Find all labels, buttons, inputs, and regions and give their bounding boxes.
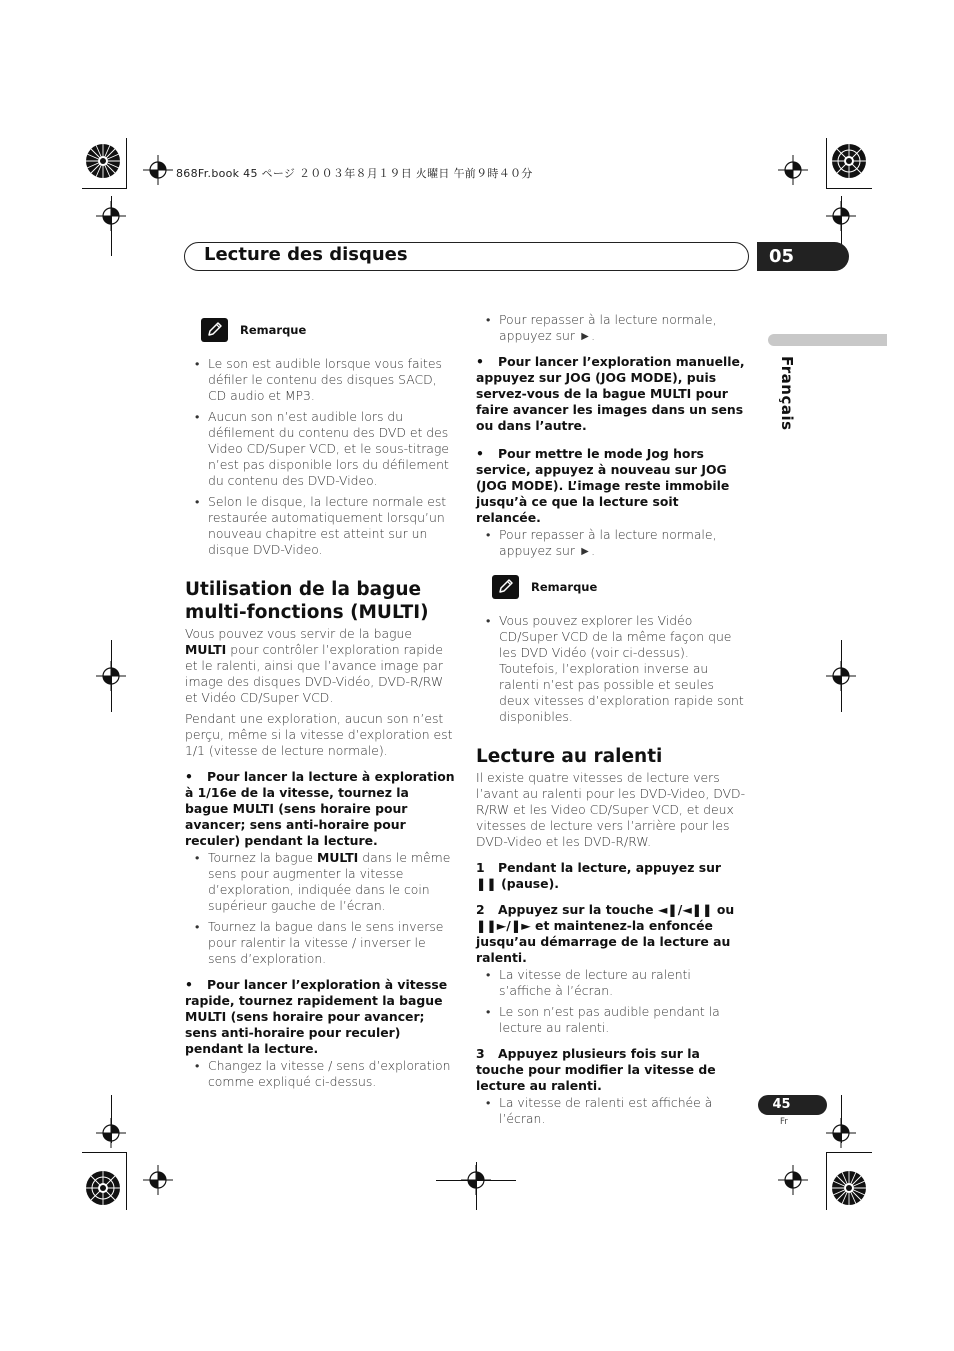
- note-bullet-list: [185, 356, 455, 558]
- list-item: • Selon le disque, la lecture normale est restaurée automatiquement lorsqu’un nouveau chapitre est atteint sur un disque DVD-Video.: [185, 494, 455, 558]
- step-heading: [476, 354, 746, 434]
- text-span: Vous pouvez vous servir de la bague: [185, 626, 412, 641]
- crosshair-mark-icon: [143, 155, 173, 185]
- text-span: pour contrôler l’exploration rapide et le ralenti, ainsi que l’avance image par image des disques DVD-Vidéo, DVD-R/RW et Vidéo CD/Super VCD.: [185, 642, 444, 705]
- right-column: [476, 312, 746, 1132]
- language-tab-label: Français: [778, 356, 796, 431]
- note-pencil-icon: [492, 575, 519, 599]
- paragraph: Pendant une exploration, aucun son n’est perçu, même si la vitesse d’exploration est 1/1 (vitesse de lecture normale).: [185, 711, 453, 758]
- list-item: • La vitesse de ralenti est affichée à l’écran.: [476, 1095, 746, 1127]
- step-bullet-list: [476, 967, 746, 1036]
- note-bullet-list: [476, 613, 746, 725]
- page-language-code: Fr: [780, 1117, 788, 1127]
- sunburst-mark-icon: [85, 143, 121, 179]
- step-text: Pour lancer la lecture à exploration à 1/16e de la vitesse, tournez la bague MULTI (sens horaire pour avancer; sens anti-horaire pour reculer) pendant la lecture.: [185, 769, 455, 848]
- list-item: • Pour repasser à la lecture normale, appuyez sur ►.: [476, 312, 746, 344]
- step-heading: [476, 446, 746, 526]
- step-bullet-list: [185, 850, 455, 967]
- step-bullet: •: [476, 446, 484, 461]
- crop-line: [82, 1152, 127, 1153]
- crop-line: [126, 138, 127, 188]
- list-item: • Tournez la bague dans le sens inverse pour ralentir la vitesse / inverser le sens d’exploration.: [185, 919, 455, 967]
- crosshair-mark-icon: [461, 1165, 491, 1195]
- crosshair-mark-icon: [96, 661, 126, 691]
- section-heading-multi: Utilisation de la bague multi-fonctions (MULTI): [185, 579, 429, 623]
- step-text: Pour lancer l’exploration manuelle, appuyez sur JOG (JOG MODE), puis servez-vous de la bague MULTI pour faire avancer les images dans un sens ou dans l’autre.: [476, 354, 745, 433]
- note-pencil-icon: [201, 318, 228, 342]
- crosshair-mark-icon: [778, 155, 808, 185]
- note-header: [492, 575, 746, 599]
- bold-term: MULTI: [316, 850, 359, 865]
- step-bullet-list: [476, 312, 746, 344]
- step-heading: [476, 902, 746, 966]
- list-item: • Pour repasser à la lecture normale, appuyez sur ►.: [476, 527, 746, 559]
- print-info-line: 868Fr.book 45 ページ ２００３年８月１９日 火曜日 午前９時４０分: [176, 167, 533, 180]
- note-header: [201, 318, 455, 342]
- sunburst-mark-icon: [85, 1170, 121, 1206]
- crosshair-mark-icon: [826, 661, 856, 691]
- note-label: Remarque: [531, 580, 598, 594]
- step-number: 3: [476, 1046, 485, 1061]
- list-item: • La vitesse de lecture au ralenti s’affiche à l’écran.: [476, 967, 746, 999]
- step-bullet-list: [185, 1058, 455, 1090]
- bold-term: MULTI: [185, 642, 227, 657]
- step-bullet: •: [185, 977, 193, 992]
- crosshair-mark-icon: [826, 1118, 856, 1148]
- sunburst-mark-icon: [831, 143, 867, 179]
- language-tab-bar: [768, 334, 887, 346]
- crosshair-mark-icon: [143, 1165, 173, 1195]
- crop-line: [82, 188, 127, 189]
- text-span: Tournez la bague: [208, 850, 317, 865]
- step-bullet: •: [476, 354, 484, 369]
- step-bullet-list: [476, 527, 746, 559]
- list-item: • Aucun son n’est audible lors du défilement du contenu des DVD et des Video CD/Super VCD, et le sous-titrage n’est pas disponible lors du défilement du contenu des DVD-Video.: [185, 409, 455, 489]
- left-column: [185, 316, 455, 1095]
- step-text: Pour mettre le mode Jog hors service, appuyez à nouveau sur JOG (JOG MODE). L’image reste immobile jusqu’à ce que la lecture soit relancée.: [476, 446, 730, 525]
- chapter-number-badge: 05: [757, 242, 849, 271]
- crop-line: [826, 138, 827, 188]
- step-heading: [185, 769, 455, 849]
- step-heading: [476, 860, 746, 892]
- step-text: Pour lancer l’exploration à vitesse rapide, tournez rapidement la bague MULTI (sens horaire pour avancer; sens anti-horaire pour reculer) pendant la lecture.: [185, 977, 448, 1056]
- crop-line: [826, 1152, 827, 1210]
- crosshair-mark-icon: [96, 201, 126, 231]
- crosshair-mark-icon: [778, 1165, 808, 1195]
- list-item: • Vous pouvez explorer les Vidéo CD/Super VCD de la même façon que les DVD Vidéo (voir ci-dessus). Toutefois, l’exploration inverse au ralenti n’est pas possible et seules deux vitesses d’exploration rapide sont disponibles.: [476, 613, 746, 725]
- list-item: [185, 850, 455, 914]
- crop-line: [826, 188, 872, 189]
- crop-line: [826, 1152, 872, 1153]
- list-item: • Le son est audible lorsque vous faites défiler le contenu des disques SACD, CD audio et MP3.: [185, 356, 455, 404]
- step-number: 2: [476, 902, 485, 917]
- step-text: Appuyez plusieurs fois sur la touche pour modifier la vitesse de lecture au ralenti.: [476, 1046, 716, 1093]
- step-heading: [476, 1046, 746, 1094]
- section-heading-ralenti: Lecture au ralenti: [476, 746, 663, 767]
- paragraph: [185, 626, 455, 706]
- step-bullet: •: [185, 769, 193, 784]
- chapter-title: Lecture des disques: [204, 244, 408, 265]
- list-item: • Changez la vitesse / sens d’exploration comme expliqué ci-dessus.: [185, 1058, 455, 1090]
- step-text: Pendant la lecture, appuyez sur ❚❚ (pause).: [476, 860, 722, 891]
- list-item: • Le son n’est pas audible pendant la lecture au ralenti.: [476, 1004, 746, 1036]
- paragraph: Il existe quatre vitesses de lecture vers l’avant au ralenti pour les DVD-Video, DVD-R/RW et les Video CD/Super VCD, et deux vitesses de lecture vers l’arrière pour les DVD-Video et les DVD-R/RW.: [476, 770, 746, 849]
- step-heading: [185, 977, 455, 1057]
- text-span: dans le même sens pour augmenter la vitesse d’exploration, indiquée dans le coin supérieur gauche de l’écran.: [208, 850, 451, 913]
- crosshair-mark-icon: [826, 201, 856, 231]
- step-text: Appuyez sur la touche ◄❚/◄❚❚ ou ❚❚►/❚► et maintenez-la enfoncée jusqu’au démarrage de la lecture au ralenti.: [476, 902, 735, 965]
- note-label: Remarque: [240, 323, 307, 337]
- page-number-badge: 45: [758, 1095, 827, 1115]
- sunburst-mark-icon: [831, 1170, 867, 1206]
- step-bullet-list: [476, 1095, 746, 1127]
- step-number: 1: [476, 860, 485, 875]
- crop-line: [126, 1152, 127, 1210]
- crosshair-mark-icon: [96, 1118, 126, 1148]
